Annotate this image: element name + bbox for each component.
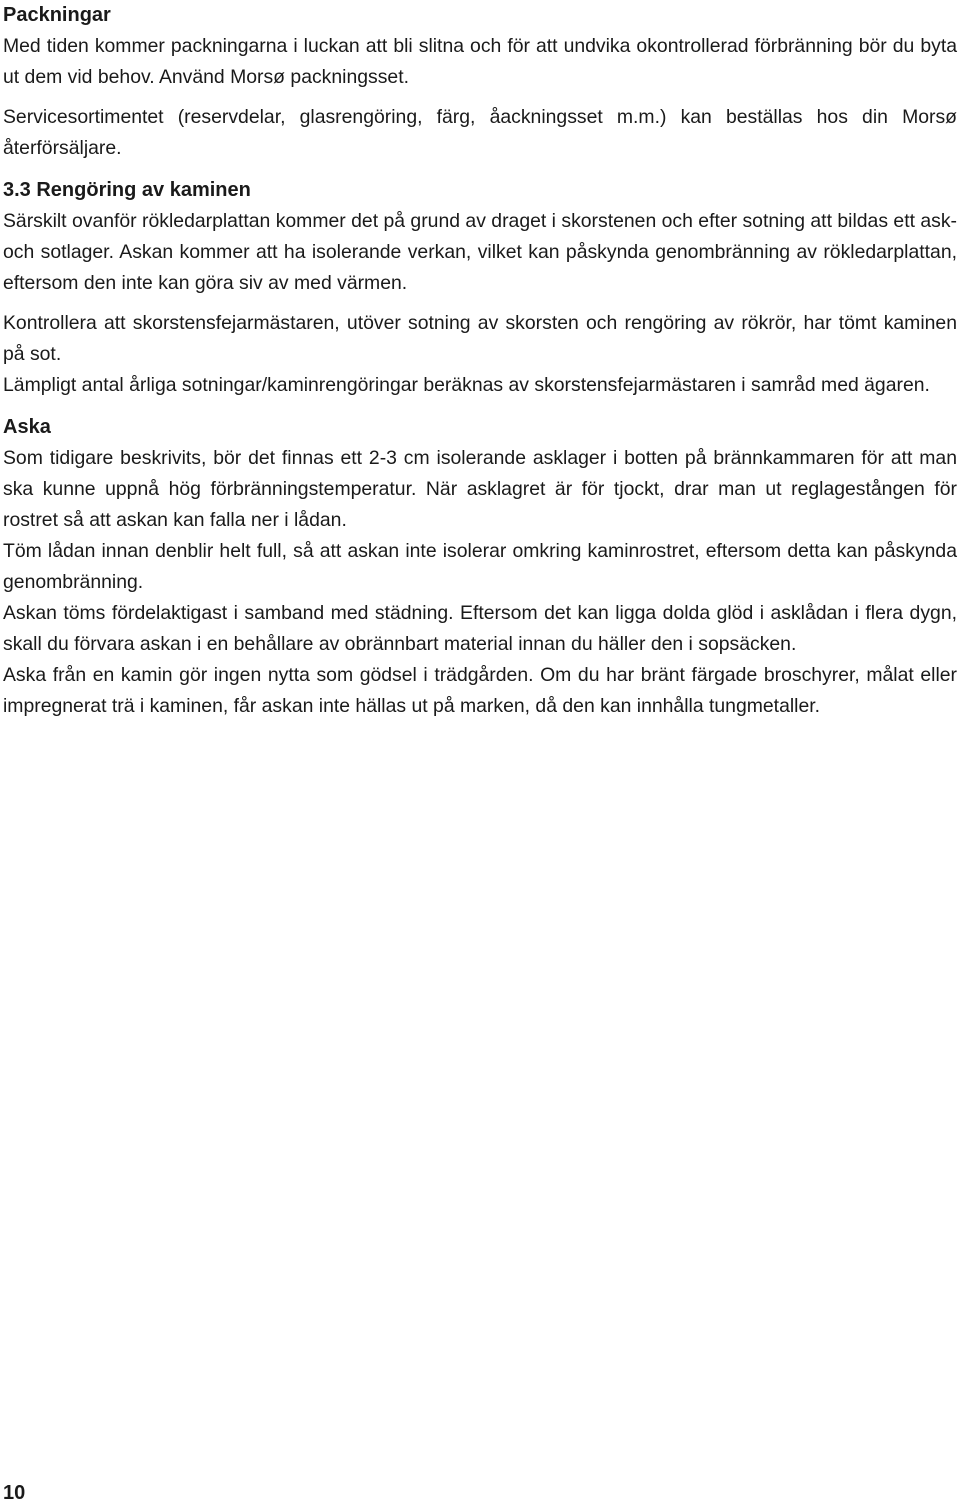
- paragraph-rengoring-1: Särskilt ovanför rökledarplattan kommer det på grund av draget i skorstenen och efter sotning att bildas ett ask- och sotlager. Askan kommer att ha isolerande verkan, vilket kan påskynda genombränning av rökledarplattan, eftersom den inte kan göra siv av med värmen.: [3, 210, 957, 294]
- paragraph-packningar-2: Servicesortimentet (reservdelar, glasrengöring, färg, åackningsset m.m.) kan beställas hos din Morsø återförsäljare.: [3, 106, 957, 159]
- heading-rengoring: 3.3 Rengöring av kaminen: [3, 179, 251, 201]
- heading-packningar: Packningar: [3, 4, 111, 26]
- document-page: [3, 0, 957, 722]
- paragraph-aska-3: Askan töms fördelaktigast i samband med städning. Eftersom det kan ligga dolda glöd i asklådan i flera dygn, skall du förvara askan i en behållare av obrännbart material innan du häller den i sopsäcken.: [3, 602, 957, 655]
- paragraph-packningar-1: Med tiden kommer packningarna i luckan att bli slitna och för att undvika okontrollerad förbränning bör du byta ut dem vid behov. Använd Morsø packningsset.: [3, 35, 957, 88]
- paragraph-rengoring-2: Kontrollera att skorstensfejarmästaren, utöver sotning av skorsten och rengöring av rökrör, har tömt kaminen på sot.: [3, 312, 957, 365]
- heading-aska: Aska: [3, 416, 51, 438]
- paragraph-aska-2: Töm lådan innan denblir helt full, så att askan inte isolerar omkring kaminrostret, eftersom detta kan påskynda genombränning.: [3, 540, 957, 593]
- page-number: 10: [3, 1482, 26, 1504]
- paragraph-aska-1: Som tidigare beskrivits, bör det finnas ett 2-3 cm isolerande asklager i botten på brännkammaren för att man ska kunne uppnå hög förbränningstemperatur. När asklagret är för tjockt, drar man ut reglagestången för rostret så att askan kan falla ner i lådan.: [3, 447, 957, 531]
- paragraph-aska-4: Aska från en kamin gör ingen nytta som gödsel i trädgården. Om du har bränt färgade broschyrer, målat eller impregnerat trä i kaminen, får askan inte hällas ut på marken, då den kan innhålla tungmetaller.: [3, 664, 957, 717]
- paragraph-rengoring-3: Lämpligt antal årliga sotningar/kaminrengöringar beräknas av skorstensfejarmästaren i samråd med ägaren.: [3, 374, 930, 396]
